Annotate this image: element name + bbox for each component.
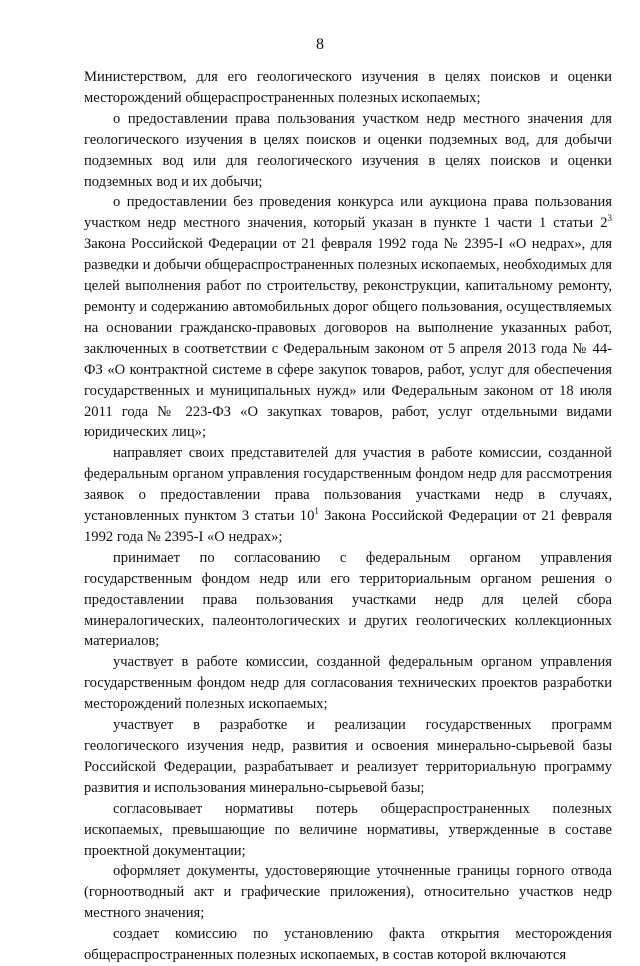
document-body bbox=[84, 67, 612, 966]
page-number: 8 bbox=[316, 36, 324, 53]
paragraph-10: создает комиссию по установлению факта открытия месторождения общераспространенных полезных ископаемых, в состав которой включаются bbox=[84, 926, 612, 964]
paragraph-3 bbox=[84, 192, 612, 443]
paragraph-7: участвует в разработке и реализации государственных программ геологического изучения недр, развития и освоения минерально-сырьевой базы Российской Федерации, разрабатывает и реализует территориальную программу развития и использования минерально-сырьевой базы; bbox=[84, 717, 612, 796]
paragraph-2: о предоставлении права пользования участком недр местного значения для геологического изучения в целях поисков и оценки подземных вод, для добычи подземных вод или для геологического изучения в целях поисков и оценки подземных вод и их добычи; bbox=[84, 110, 612, 190]
paragraph-3-part-b: Закона Российской Федерации от 21 февраля 1992 года № 2395-I «О недрах», для разведки и добычи общераспространенных полезных ископаемых, необходимых для целей выполнения работ по строительству, реконструкции, капитальному ремонту, ремонту и содержанию автомобильных дорог общего пользования, осуществляемых на основании гражданско-правовых договоров на выполнение указанных работ, заключенных в соответствии с Федеральным законом от 5 апреля 2013 года № 44-ФЗ «О контрактной системе в сфере закупок товаров, работ, услуг для обеспечения государственных и муниципальных нужд» или Федеральным законом от 18 июля 2011 года № 223-ФЗ «О закупках товаров, работ, услуг отдельными видами юридических лиц»; bbox=[84, 236, 612, 441]
paragraph-9: оформляет документы, удостоверяющие уточненные границы горного отвода (горноотводный акт и графические приложения), относительно участков недр местного значения; bbox=[84, 863, 612, 922]
paragraph-5: принимает по согласованию с федеральным органом управления государственным фондом недр или его территориальным органом решения о предоставлении права пользования участками недр для целей сбора минералогических, палеонтологических и других геологических коллекционных материалов; bbox=[84, 549, 612, 650]
paragraph-4-part-b: Закона Российской Федерации от 21 февраля 1992 года № 2395-I «О недрах»; bbox=[84, 508, 612, 545]
paragraph-4 bbox=[84, 443, 612, 548]
paragraph-6: участвует в работе комиссии, созданной федеральным органом управления государственным фондом недр для согласования технических проектов разработки месторождений полезных ископаемых; bbox=[84, 654, 612, 713]
superscript-1: 1 bbox=[314, 506, 319, 517]
paragraph-8: согласовывает нормативы потерь общераспространенных полезных ископаемых, превышающие по величине нормативы, утвержденные в составе проектной документации; bbox=[84, 800, 612, 859]
paragraph-1: Министерством, для его геологического изучения в целях поисков и оценки месторождений общераспространенных полезных ископаемых; bbox=[84, 69, 612, 106]
paragraph-3-part-a: о предоставлении без проведения конкурса или аукциона права пользования участком недр местного значения, который указан в пункте 1 части 1 статьи 2 bbox=[84, 194, 612, 232]
superscript-3: 3 bbox=[607, 213, 612, 224]
paragraph-4-part-a: направляет своих представителей для участия в работе комиссии, созданной федеральным органом управления государственным фондом недр для рассмотрения заявок о предоставлении права пользования участками недр в случаях, установленных пунктом 3 статьи 10 bbox=[84, 445, 612, 525]
